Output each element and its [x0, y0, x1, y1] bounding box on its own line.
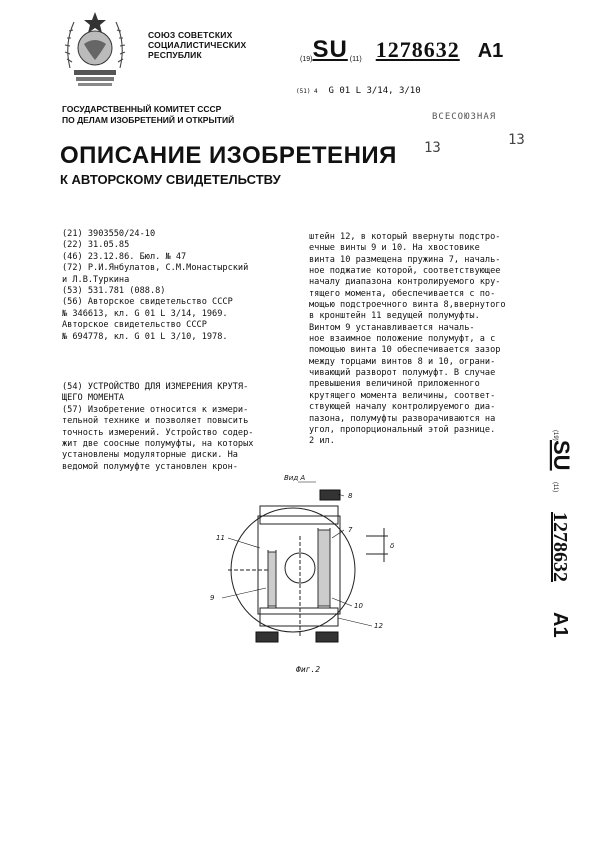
figure-caption: Фиг.2 [296, 665, 321, 674]
view-label: Вид А [284, 474, 306, 482]
screw-10-head [316, 632, 338, 642]
org-line: СОЮЗ СОВЕТСКИХ [148, 30, 233, 40]
ussr-emblem-icon [60, 8, 130, 90]
biblio-line: (22) 31.05.85 [62, 240, 130, 251]
abstract-line: ствующей началу контролируемого диа- [309, 402, 496, 413]
abstract-line: ЩЕГО МОМЕНТА [62, 393, 125, 404]
vertical-code-11: (11) [552, 482, 558, 493]
abstract-line: винта 10 размещена пружина 7, началь- [309, 254, 501, 265]
biblio-line: (72) Р.И.Янбулатов, С.М.Монастырский [62, 263, 249, 274]
abstract-line: (54) УСТРОЙСТВО ДЛЯ ИЗМЕРЕНИЯ КРУТЯ- [62, 382, 249, 392]
biblio-line: № 694778, кл. G 01 L 3/10, 1978. [62, 331, 228, 342]
abstract-line: ведомой полумуфте установлен крон- [62, 461, 238, 472]
document-subtitle: К АВТОРСКОМУ СВИДЕТЕЛЬСТВУ [60, 172, 281, 187]
abstract-line: точность измерений. Устройство содер- [62, 427, 254, 438]
vertical-country: SU [549, 440, 574, 471]
document-title: ОПИСАНИЕ ИЗОБРЕТЕНИЯ [60, 142, 397, 169]
code-11: (11) [349, 56, 362, 63]
country-code: SU [312, 36, 348, 63]
abstract-line: тельной технике и позволяет повысить [62, 416, 249, 427]
abstract-line: между торцами винтов 8 и 10, ограни- [309, 356, 496, 367]
label-7: 7 [348, 526, 353, 534]
abstract-line: угол, пропорциональный этой разнице. [309, 424, 496, 435]
abstract-line: крутящего момента величины, соответ- [309, 390, 496, 401]
abstract-line: началу диапазона контролируемого кру- [309, 277, 501, 288]
abstract-line: (57) Изобретение относится к измери- [62, 404, 249, 415]
org-line: СОЦИАЛИСТИЧЕСКИХ [148, 40, 247, 50]
abstract-line: пазона, полумуфты разворачиваются на [309, 413, 496, 424]
screw-8-head [320, 490, 340, 500]
label-11: 11 [216, 534, 225, 542]
biblio-line: (21) 3903550/24-10 [62, 229, 156, 239]
committee-line: ГОСУДАРСТВЕННЫЙ КОМИТЕТ СССР [62, 104, 222, 114]
label-delta: δ [390, 542, 395, 550]
vertical-number: 1278632 [549, 512, 571, 582]
committee [62, 104, 234, 126]
vertical-kind: A1 [549, 612, 571, 638]
abstract-line: штейн 12, в который ввернуты подстро- [309, 232, 501, 242]
abstract-line: превышения величиной приложенного [309, 379, 480, 390]
vertical-publication-id [546, 428, 576, 658]
ipc-code: (51) 4 [296, 88, 318, 95]
ipc-classification [296, 86, 421, 96]
screw-9-head [256, 632, 278, 642]
patent-number: 1278632 [375, 37, 460, 62]
abstract-line: мощью подстроечного винта 8,ввернутого [309, 300, 506, 311]
abstract-left [62, 382, 282, 473]
abstract-line: ечные винты 9 и 10. На хвостовике [309, 243, 480, 254]
label-9: 9 [210, 594, 215, 602]
issuer-org [148, 30, 246, 60]
committee-line: ПО ДЕЛАМ ИЗОБРЕТЕНИЙ И ОТКРЫТИЙ [62, 115, 235, 125]
label-8: 8 [348, 492, 353, 500]
abstract-line: Винтом 9 устанавливается началь- [309, 322, 475, 333]
abstract-line: 2 ил. [309, 436, 335, 447]
abstract-line: чивающий разворот полумуфт. В случае [309, 368, 496, 379]
biblio-line: и Л.В.Туркина [62, 274, 130, 285]
technical-drawing [198, 468, 418, 664]
abstract-line: в кронштейн 11 ведущей полумуфты. [309, 311, 480, 322]
label-12: 12 [374, 622, 383, 630]
bibliographic-data [62, 229, 288, 343]
abstract-line: помощью винта 10 обеспечивается зазор [309, 345, 501, 356]
biblio-line: (53) 531.781 (088.8) [62, 286, 166, 297]
label-10: 10 [354, 602, 363, 610]
abstract-line: жит две соосные полумуфты, на которых [62, 439, 254, 450]
abstract-right [309, 232, 529, 448]
kind-code: A1 [477, 40, 504, 62]
publication-number [300, 36, 503, 66]
bottom-clamp [260, 608, 338, 626]
biblio-line: Авторское свидетельство СССР [62, 320, 207, 331]
margin-mark: 13 [508, 132, 525, 148]
biblio-line: № 346613, кл. G 01 L 3/14, 1969. [62, 308, 228, 319]
biblio-line: (56) Авторское свидетельство СССР [62, 297, 233, 308]
abstract-line: ное взаимное положение полумуфт, а с [309, 334, 496, 345]
biblio-line: (46) 23.12.86. Бюл. № 47 [62, 251, 187, 262]
abstract-line: ное поджатие которой, соответствующее [309, 266, 501, 277]
margin-mark: 13 [424, 140, 441, 156]
vertical-code-19: (19) [552, 430, 558, 441]
ipc-value: G 01 L 3/14, 3/10 [328, 86, 421, 96]
org-line: РЕСПУБЛИК [148, 50, 202, 60]
abstract-line: установлены модуляторные диски. На [62, 450, 238, 461]
library-stamp: ВСЕСОЮЗНАЯ [432, 112, 497, 122]
abstract-line: тящего момента, обеспечивается с по- [309, 288, 496, 299]
code-19: (19) [300, 56, 313, 63]
